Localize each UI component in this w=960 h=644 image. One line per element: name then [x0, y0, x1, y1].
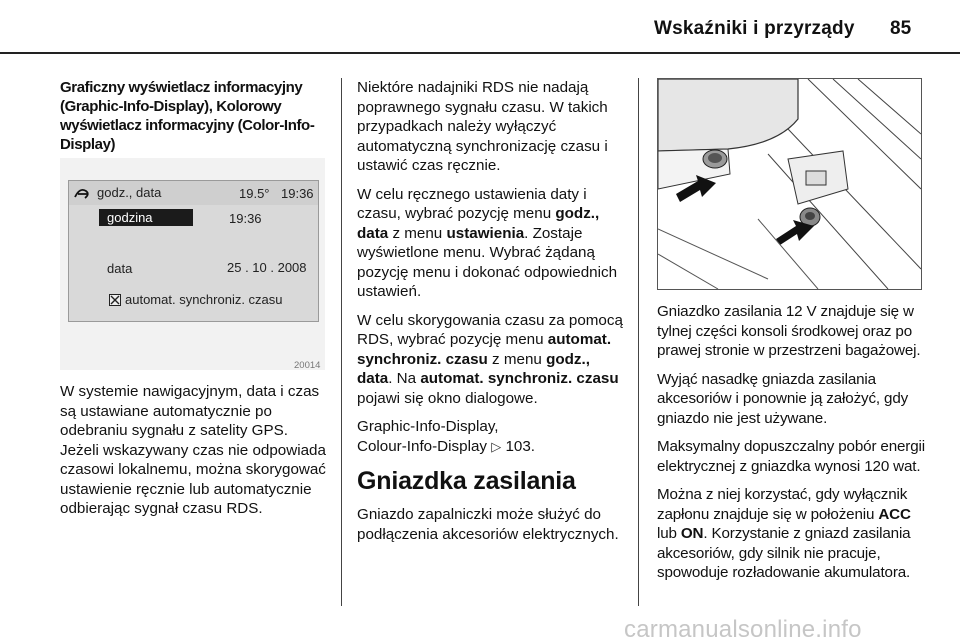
- header-rule: [0, 52, 960, 54]
- section-heading: Gniazdka zasilania: [357, 467, 576, 495]
- paragraph: Gniazdko zasilania 12 V znajduje się w tylnej części konsoli środkowej oraz po prawej stronie w przestrzeni bagażowej.: [657, 303, 921, 359]
- paragraph: Maksymalny dopuszczalny pobór energii elektrycznej z gniazdka wynosi 120 wat.: [657, 438, 925, 475]
- display-clock: 19:36: [281, 186, 314, 201]
- paragraph: W celu skorygowania czasu za pomocą RDS, wybrać pozycję menu automat. synchroniz. czasu z menu godz., data. Na automat. synchroniz. czasu pojawi się okno dialogowe.: [357, 311, 623, 407]
- page-reference-link[interactable]: 103.: [505, 437, 536, 455]
- checkbox-label: automat. synchroniz. czasu: [125, 292, 283, 307]
- checkbox-checked-icon: [109, 294, 121, 306]
- display-temperature: 19.5°: [239, 186, 270, 201]
- clock-settings-icon: [73, 185, 93, 201]
- figure-number: 20014: [294, 360, 321, 371]
- section-heading: Graficzny wyświetlacz informacyjny (Graphic-Info-Display), Kolorowy wyświetlacz informacyjny (Color-Info-Display): [60, 79, 315, 153]
- paragraph: Gniazdo zapalniczki może służyć do podłączenia akcesoriów elektrycznych.: [357, 506, 619, 543]
- paragraph: Wyjąć nasadkę gniazda zasilania akcesoriów i ponownie ją założyć, gdy gniazdo nie jest używane.: [657, 370, 909, 427]
- page-reference-icon: ▷: [491, 438, 502, 454]
- menu-value-date: 25 . 10 . 2008: [227, 260, 307, 275]
- paragraph: W celu ręcznego ustawienia daty i czasu, wybrać pozycję menu godz., data z menu ustawienia. Zostaje wyświetlone menu. Wybrać żądaną pozycję menu i dokonać odpowiednich ustawień.: [357, 185, 618, 300]
- page-number: 85: [890, 18, 912, 39]
- info-display-screen: [68, 180, 319, 322]
- column-middle: [357, 78, 629, 553]
- menu-value-time: 19:36: [229, 211, 262, 226]
- power-socket-illustration: [657, 78, 922, 290]
- column-divider: [638, 78, 639, 606]
- paragraph: Niektóre nadajniki RDS nie nadają poprawnego sygnału czasu. W takich przypadkach należy wyłączyć automatyczną synchronizację czasu i ustawić czas ręcznie.: [357, 79, 608, 174]
- display-figure: [60, 158, 325, 370]
- display-title: godz., data: [97, 185, 162, 200]
- column-right: [657, 302, 925, 592]
- cross-reference: Graphic-Info-Display, Colour-Info-Display ▷ 103.: [357, 418, 536, 455]
- watermark: carmanualsonline.info: [624, 616, 862, 643]
- column-left-text: [60, 382, 330, 528]
- paragraph: W systemie nawigacyjnym, data i czas są ustawiane automatycznie po odebraniu sygnału z satelity GPS. Jeżeli wskazywany czas nie odpowiada czasowi lokalnemu, można skorygować ustawienie ręcznie lub automatycznie odbierając sygnał czasu RDS.: [60, 383, 326, 517]
- paragraph: Można z niej korzystać, gdy wyłącznik zapłonu znajduje się w położeniu ACC lub ON. Korzystanie z gniazd zasilania akcesoriów, gdy silnik nie pracuje, spowoduje rozładowanie akumulatora.: [657, 486, 911, 581]
- column-divider: [341, 78, 342, 606]
- page-title: Wskaźniki i przyrządy: [654, 18, 855, 39]
- menu-item-data: data: [107, 261, 133, 276]
- column-left: [60, 78, 328, 163]
- menu-item-godzina: godzina: [107, 210, 153, 225]
